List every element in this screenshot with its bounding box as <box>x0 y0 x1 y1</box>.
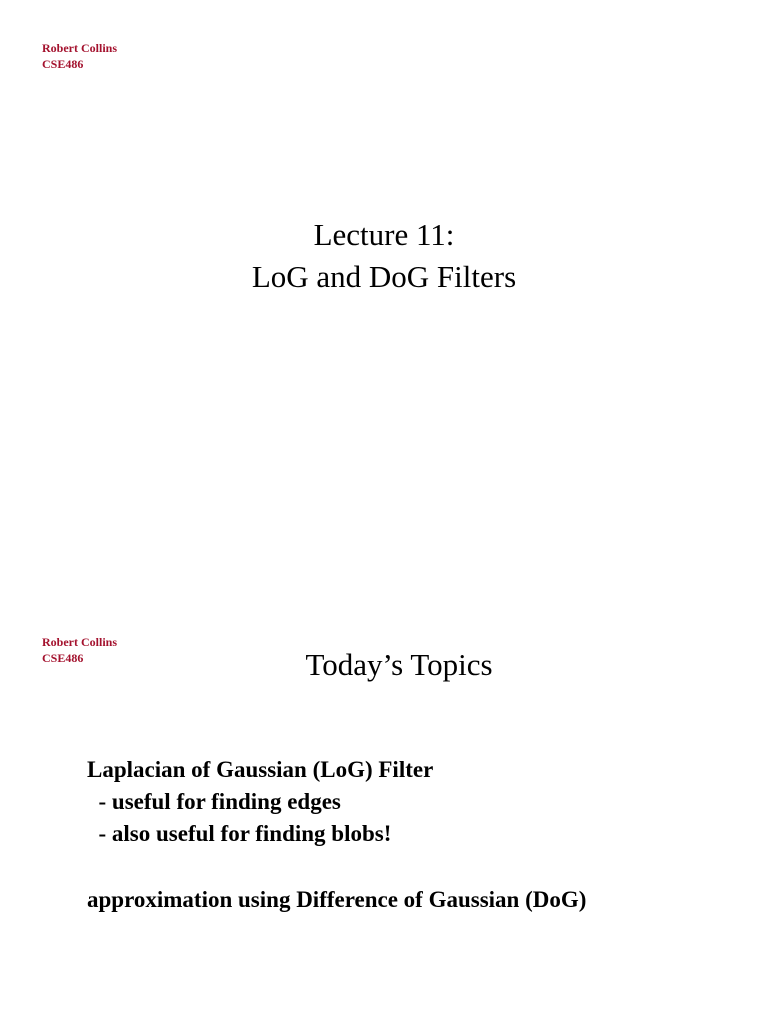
topic-dog-approximation <box>87 884 586 916</box>
topic-heading: approximation using Difference of Gaussian (DoG) <box>87 887 587 912</box>
slide-title: Today’s Topics <box>305 647 493 682</box>
slide-header <box>42 40 117 72</box>
lecture-number: Lecture 11: <box>313 217 455 252</box>
topic-heading: Laplacian of Gaussian (LoG) Filter <box>87 757 434 782</box>
slide-todays-topics <box>0 600 768 1024</box>
course-code: CSE486 <box>42 651 84 665</box>
topic-bullet: - also useful for finding blobs! <box>87 821 392 846</box>
lecture-topic: LoG and DoG Filters <box>251 259 517 294</box>
course-code: CSE486 <box>42 57 84 71</box>
author-name: Robert Collins <box>42 635 117 649</box>
lecture-title <box>0 214 768 298</box>
topic-log-filter <box>87 754 433 850</box>
topic-bullet: - useful for finding edges <box>87 789 341 814</box>
author-name: Robert Collins <box>42 41 117 55</box>
